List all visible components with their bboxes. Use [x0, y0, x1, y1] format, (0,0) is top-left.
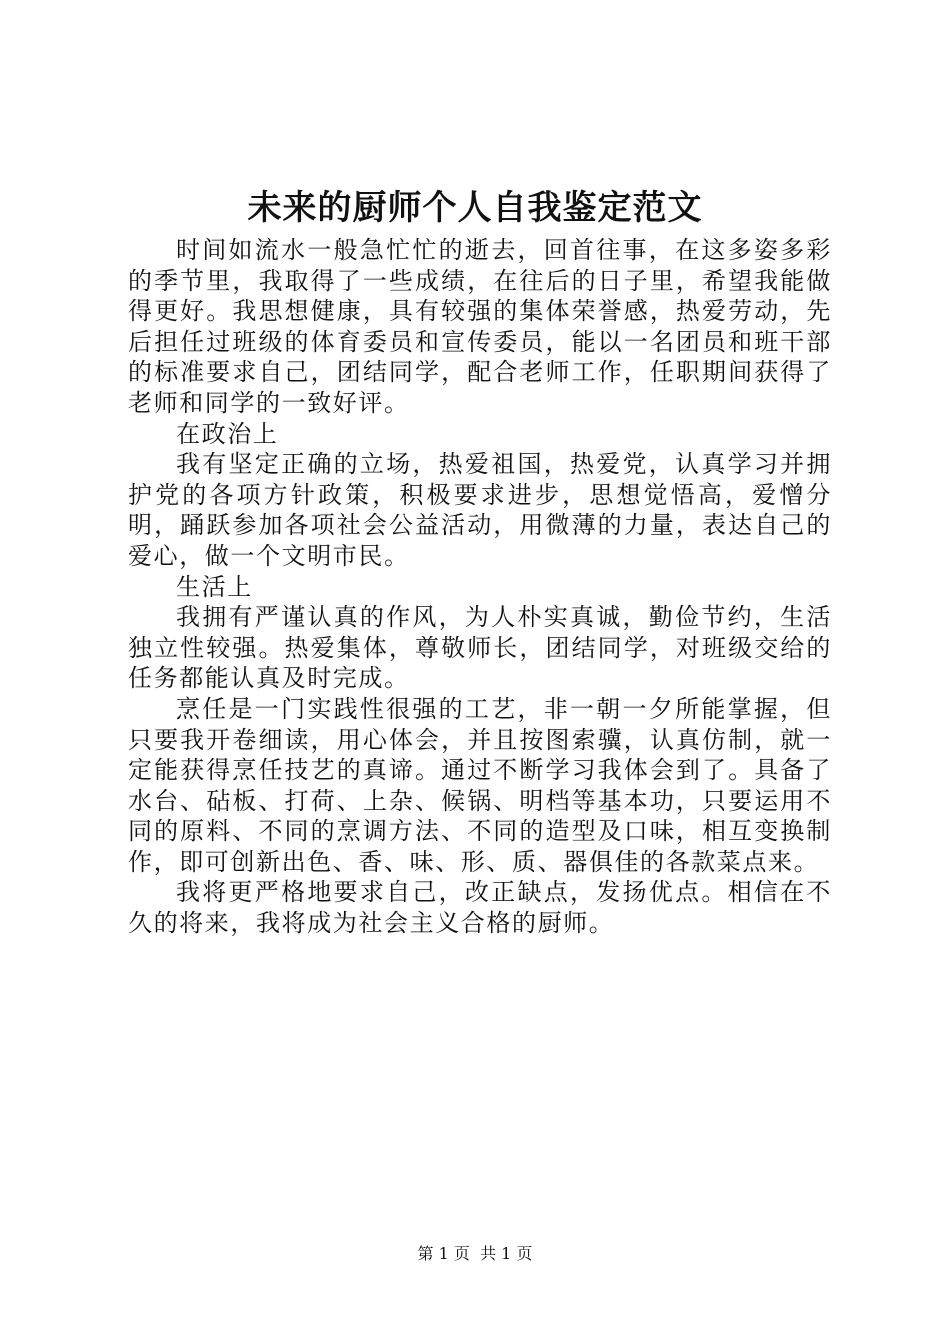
page-number: 第 1 页 [417, 1244, 470, 1263]
document-body [128, 235, 832, 939]
paragraph-life: 我拥有严谨认真的作风，为人朴实真诚，勤俭节约，生活独立性较强。热爱集体，尊敬师长，团结同学，对班级交给的任务都能认真及时完成。 [128, 603, 832, 693]
section-heading-life: 生活上 [176, 572, 253, 601]
paragraph-conclusion: 我将更严格地要求自己，改正缺点，发扬优点。相信在不久的将来，我将成为社会主义合格的厨师。 [128, 878, 832, 938]
page-total: 共 1 页 [480, 1244, 533, 1263]
paragraph-politics: 我有坚定正确的立场，热爱祖国，热爱党，认真学习并拥护党的各项方针政策，积极要求进步，思想觉悟高，爱憎分明，踊跃参加各项社会公益活动，用微薄的力量，表达自己的爱心，做一个文明市民。 [128, 450, 832, 570]
page-footer [0, 1242, 950, 1266]
paragraph-intro: 时间如流水一般急忙忙的逝去，回首往事，在这多姿多彩的季节里，我取得了一些成绩，在往后的日子里，希望我能做得更好。我思想健康，具有较强的集体荣誉感，热爱劳动，先后担任过班级的体育委员和宣传委员，能以一名团员和班干部的标准要求自己，团结同学，配合老师工作，任职期间获得了老师和同学的一致好评。 [128, 236, 832, 417]
section-heading-politics: 在政治上 [176, 419, 279, 448]
document-title: 未来的厨师个人自我鉴定范文 [247, 188, 703, 228]
paragraph-cooking: 烹任是一门实践性很强的工艺，非一朝一夕所能掌握，但只要我开卷细读，用心体会，并且按图索骥，认真仿制，就一定能获得烹任技艺的真谛。通过不断学习我体会到了。具备了水台、砧板、打荷、上杂、候锅、明档等基本功，只要运用不同的原料、不同的烹调方法、不同的造型及口味，相互变换制作，即可创新出色、香、味、形、质、器俱佳的各款菜点来。 [128, 694, 832, 876]
